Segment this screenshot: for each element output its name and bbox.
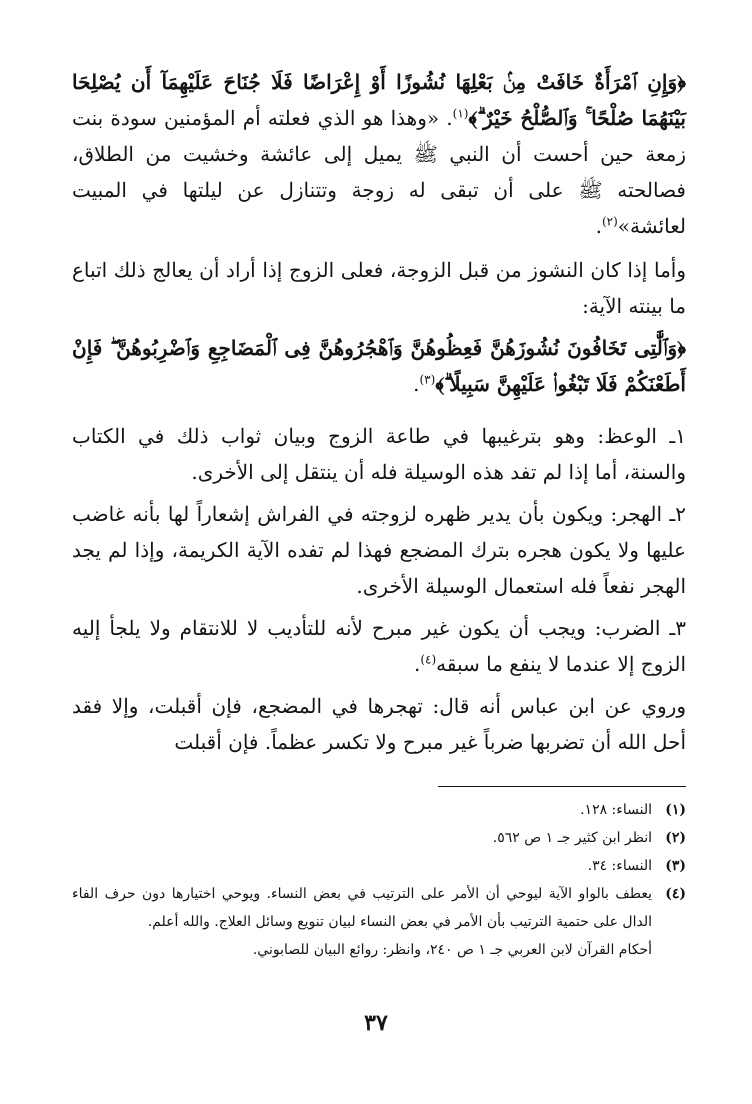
paragraph-text: ٣ـ الضرب: ويجب أن يكون غير مبرح لأنه للتأديب لا للانتقام ولا يلجأ إليه الزوج إلا عندما لا ينفع ما سبقه <box>72 616 686 676</box>
footnote-2 <box>72 824 686 852</box>
footnote-3 <box>72 852 686 880</box>
page-number: ٣٧ <box>364 1010 388 1036</box>
quran-verse-nisa-34: ﴿وَٱلَّٰتِى تَخَافُونَ نُشُوزَهُنَّ فَعِظُوهُنَّ وَٱهْجُرُوهُنَّ فِى ٱلْمَضَاجِعِ وَٱضْرِبُوهُنَّ ۖ فَإِنْ أَطَعْنَكُمْ فَلَا تَبْغُوا۟ عَلَيْهِنَّ سَبِيلًا ۗ﴾ <box>72 336 686 396</box>
paragraph-verse-nisa-34 <box>72 330 686 402</box>
footnote-number: (١) <box>665 802 686 818</box>
footnote-ref-2: (٢) <box>601 214 618 229</box>
paragraph-text: ٢ـ الهجر: ويكون بأن يدير ظهره لزوجته في الفراش إشعاراً لها بأنه غاضب عليها ولا يكون هجره بترك المضجع فهذا لم تفده الآية الكريمة، وإذا لم يجد الهجر نفعاً فله استعمال الوسيلة الأخرى. <box>72 502 686 598</box>
quran-verse-nisa-128: ﴿وَإِنِ ٱمْرَأَةٌ خَافَتْ مِنۢ بَعْلِهَا نُشُوزًا أَوْ إِعْرَاضًا فَلَا جُنَاحَ عَلَيْهِمَآ أَن يُصْلِحَا بَيْنَهُمَا صُلْحًا ۚ وَٱلصُّلْحُ خَيْرٌ ۗ﴾ <box>72 70 686 130</box>
paragraph-text: ١ـ الوعظ: وهو بترغيبها في طاعة الزوج وبيان ثواب ذلك في الكتاب والسنة، أما إذا لم تفد هذه الوسيلة فله أن ينتقل إلى الأخرى. <box>72 424 686 484</box>
paragraph-nushuz-wife <box>72 252 686 324</box>
footnote-text: انظر ابن كثير جـ ١ ص ٥٦٢. <box>492 830 652 846</box>
footnote-text: النساء: ١٢٨. <box>580 802 652 818</box>
footnote-number: (٤) <box>665 886 686 902</box>
punctuation: . <box>413 652 421 676</box>
paragraph-step-1-admonition <box>72 418 686 490</box>
footnote-number: (٣) <box>665 858 686 874</box>
footnote-ref-3: (٣) <box>419 372 436 387</box>
footnote-ref-1: (١) <box>452 106 469 121</box>
footnote-ref-4: (٤) <box>420 652 437 667</box>
punctuation: . <box>595 214 602 238</box>
paragraph-step-3 <box>72 610 686 682</box>
paragraph-ibn-abbas <box>72 688 686 760</box>
footnote-4 <box>72 880 686 936</box>
paragraph-text: وأما إذا كان النشوز من قبل الزوجة، فعلى الزوج إذا أراد أن يعالج ذلك اتباع ما بينته الآية: <box>72 258 686 318</box>
footnotes <box>72 796 686 964</box>
paragraph-verse-sulh <box>72 64 686 244</box>
footnote-1 <box>72 796 686 824</box>
paragraph-text: . «وهذا هو الذي فعلته أم المؤمنين سودة بنت زمعة حين أحست أن النبي ﷺ يميل إلى عائشة وخشيت من الطلاق، فصالحته ﷺ على أن تبقى له زوجة وتتنازل عن ليلتها في المبيت لعائشة» <box>72 106 687 238</box>
paragraph-step-2-separation <box>72 496 686 604</box>
footnote-4-continuation: أحكام القرآن لابن العربي جـ ١ ص ٢٤٠، وانظر: روائع البيان للصابوني. <box>252 942 652 958</box>
footnote-text: يعطف بالواو الآية ليوحي أن الأمر على الترتيب في بعض النساء. ويوحي اختيارها دون حرف الفاء الدال على حتمية الترتيب بأن الأمر في بعض النساء لبيان تنويع وسائل العلاج. والله أعلم. <box>72 886 652 930</box>
paragraph-text: وروي عن ابن عباس أنه قال: تهجرها في المضجع، فإن أقبلت، وإلا فقد أحل الله أن تضربها ضرباً غير مبرح ولا تكسر عظماً. فإن أقبلت <box>72 694 686 754</box>
footnote-number: (٢) <box>665 830 686 846</box>
footnote-text: النساء: ٣٤. <box>587 858 652 874</box>
footnote-divider <box>438 786 686 787</box>
punctuation: . <box>413 372 420 396</box>
